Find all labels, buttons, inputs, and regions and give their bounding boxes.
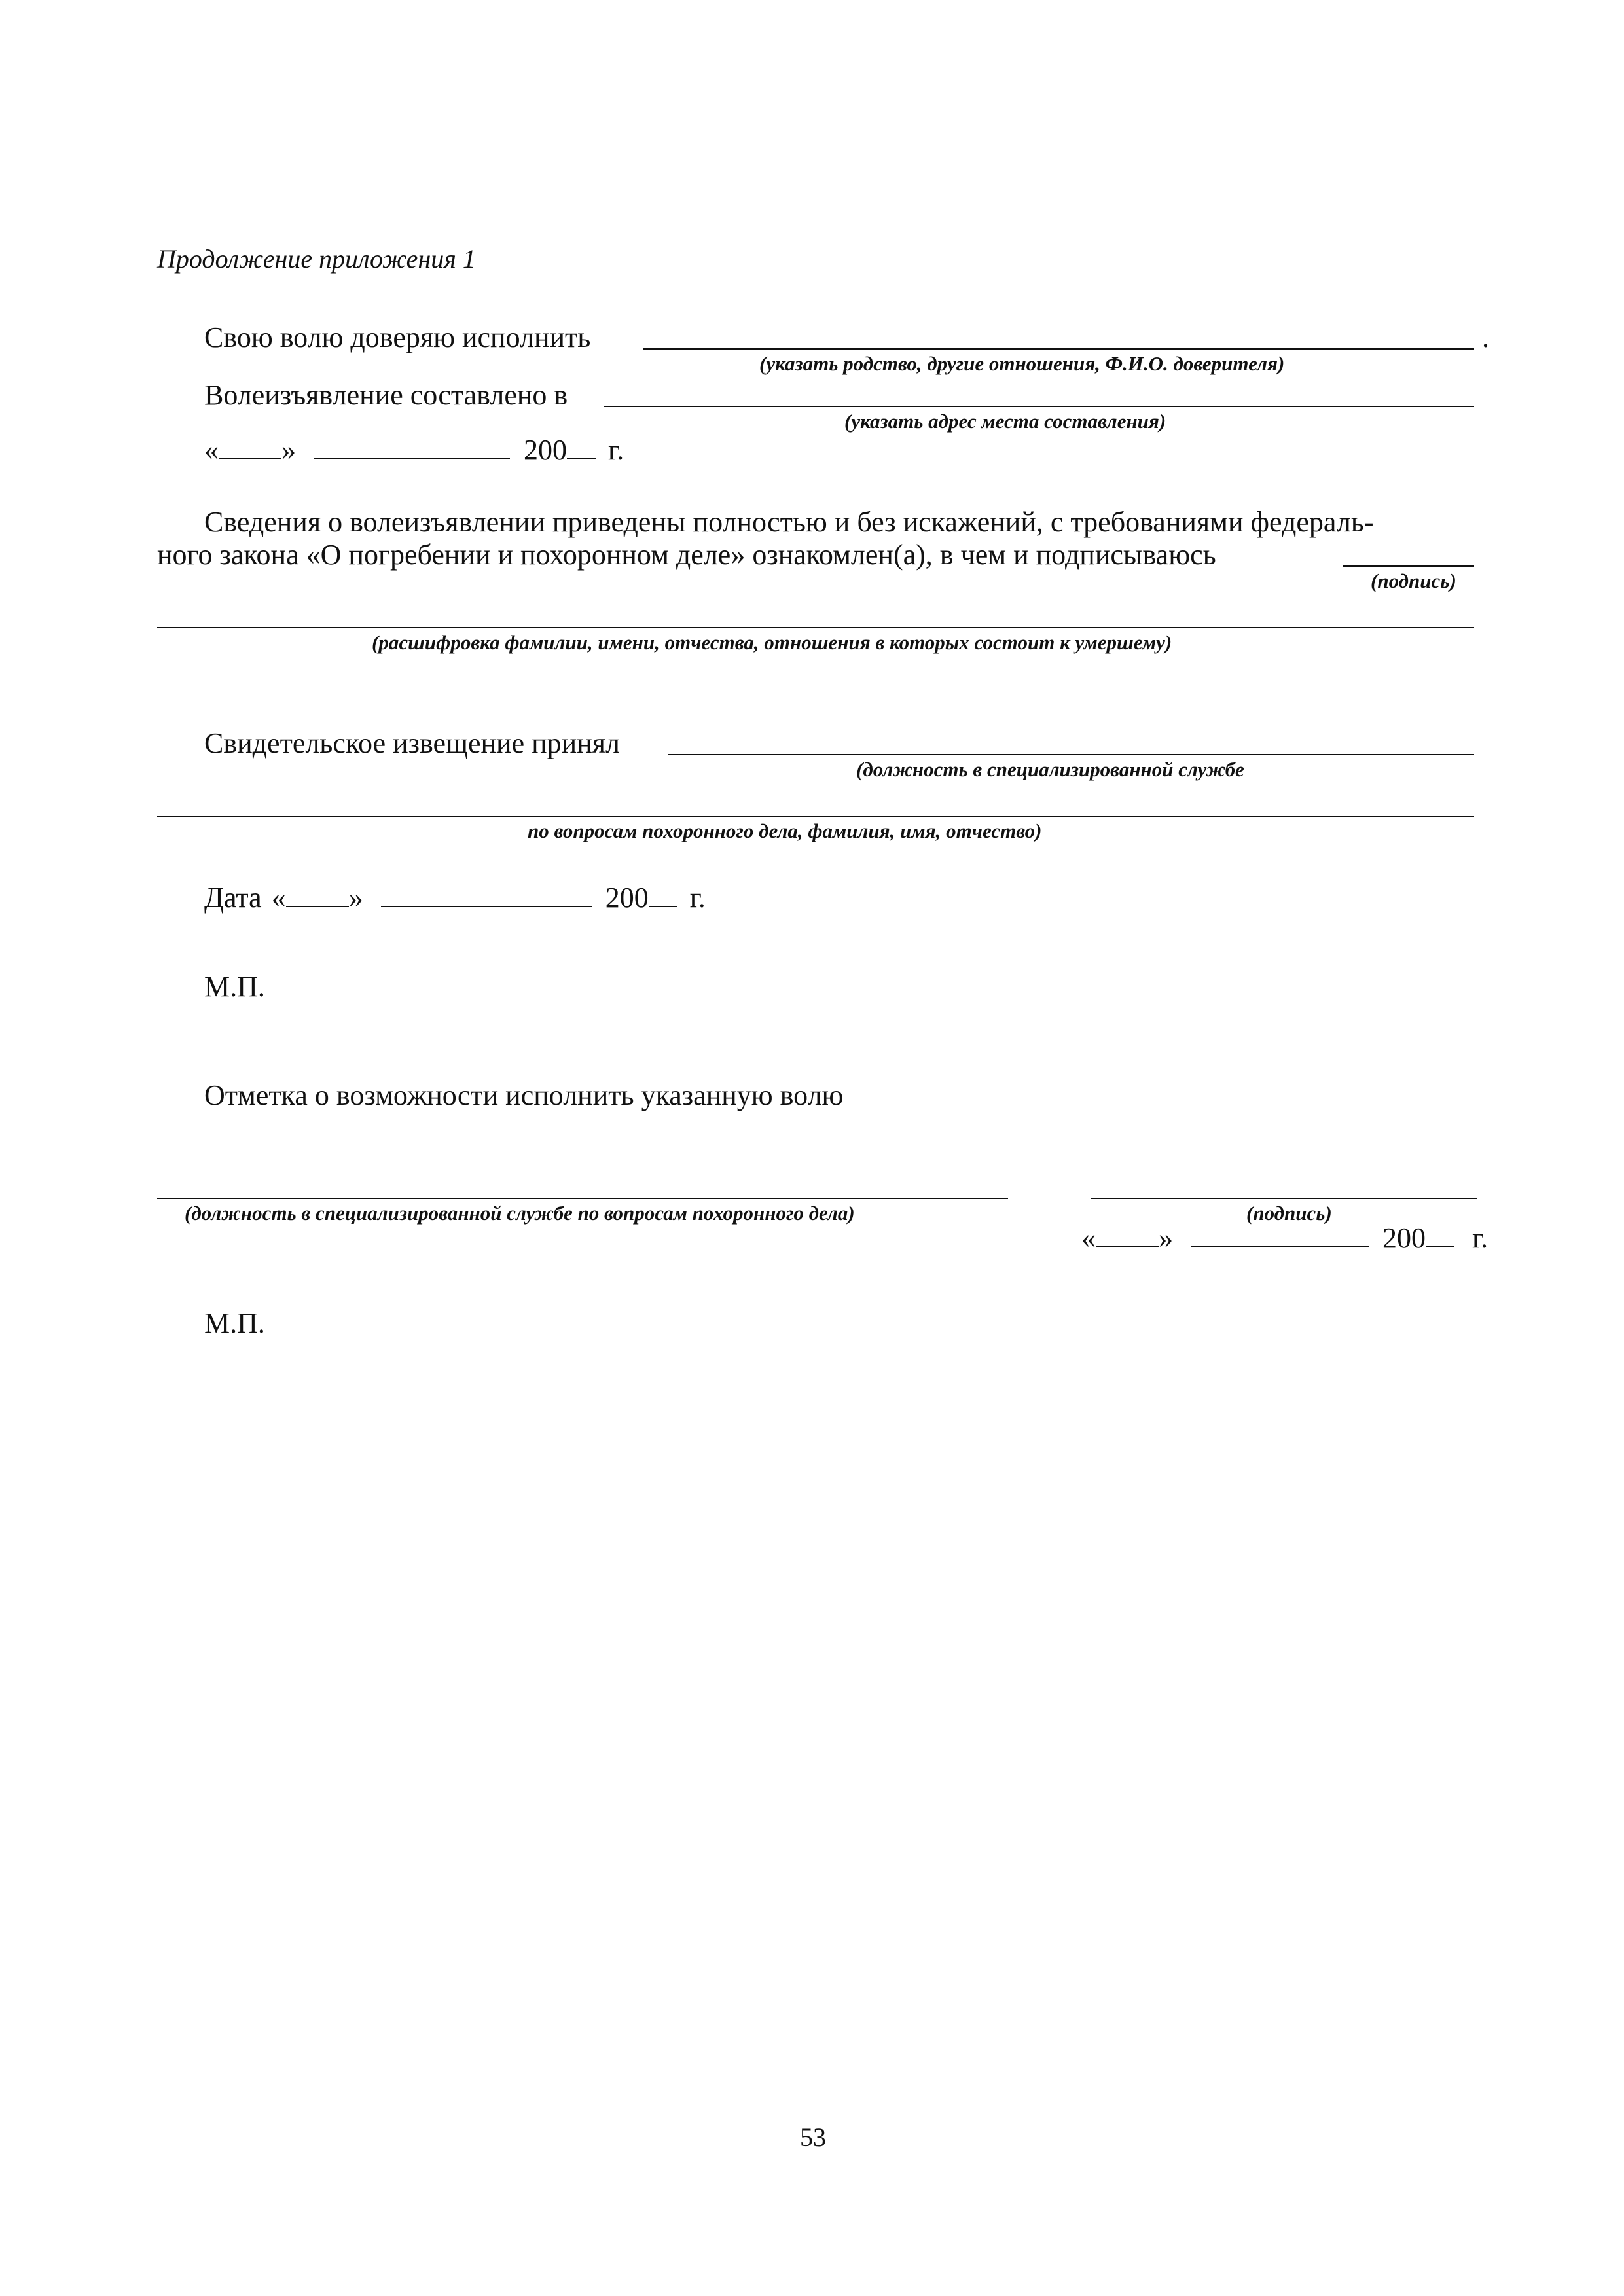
date-year-suffix: г.: [1472, 1222, 1489, 1254]
date-open-quote: «: [1081, 1222, 1096, 1254]
date-year-field[interactable]: [649, 882, 677, 907]
official-position-caption: (должность в специализированной службе по вопросам похоронного дела): [185, 1202, 855, 1225]
accepted-position-caption-part1: (должность в специализированной службе: [856, 758, 1244, 781]
declarant-decoding-caption: (расшифровка фамилии, имени, отчества, отношения в которых состоит к умершему): [372, 631, 1172, 654]
date-year-prefix: 200: [1382, 1222, 1426, 1254]
official-position-line[interactable]: [157, 1198, 1008, 1199]
compiled-place-caption: (указать адрес места составления): [844, 410, 1166, 433]
date-day-field[interactable]: [1096, 1223, 1159, 1247]
acceptance-date: [204, 881, 706, 915]
compiled-label: Волеизъявление составлено в: [204, 379, 568, 411]
compiled-date: [204, 433, 624, 467]
date-year-suffix: г.: [608, 434, 624, 466]
date-day-field[interactable]: [286, 882, 349, 907]
trust-end-dot: .: [1482, 321, 1489, 353]
date-year-prefix: 200: [524, 434, 567, 466]
statement-line-2: ного закона «О погребении и похоронном деле» ознакомлен(а), в чем и подписываюсь: [157, 539, 1216, 571]
continuation-header: Продолжение приложения 1: [157, 244, 476, 274]
date-open-quote: «: [204, 434, 219, 466]
date-year-suffix: г.: [689, 882, 706, 914]
accepted-by-name-line[interactable]: [157, 816, 1474, 817]
accepted-by-field-line[interactable]: [668, 754, 1474, 755]
date-month-field[interactable]: [314, 435, 510, 459]
date-year-field[interactable]: [567, 435, 596, 459]
statement-line-1: Сведения о волеизъявлении приведены полностью и без искажений, с требованиями федераль-: [204, 506, 1374, 538]
official-signature-caption: (подпись): [1246, 1202, 1332, 1225]
declarant-decoding-line[interactable]: [157, 627, 1474, 628]
date-close-quote: »: [281, 434, 296, 466]
accepted-position-caption-part2: по вопросам похоронного дела, фамилия, имя, отчество): [528, 819, 1042, 842]
mark-label: Отметка о возможности исполнить указанную волю: [204, 1079, 844, 1111]
accepted-label: Свидетельское извещение принял: [204, 727, 620, 759]
trust-label: Свою волю доверяю исполнить: [204, 321, 591, 353]
date-year-prefix: 200: [605, 882, 649, 914]
date-day-field[interactable]: [219, 435, 281, 459]
date-month-field[interactable]: [381, 882, 592, 907]
date-label: Дата: [204, 882, 262, 914]
compiled-place-field-line[interactable]: [604, 406, 1474, 407]
stamp-place-2: М.П.: [204, 1307, 265, 1339]
declarant-signature-line[interactable]: [1343, 565, 1474, 567]
date-close-quote: »: [1159, 1222, 1173, 1254]
page-number: 53: [800, 2123, 826, 2152]
date-close-quote: »: [348, 882, 363, 914]
stamp-place-1: М.П.: [204, 971, 265, 1003]
date-open-quote: «: [271, 882, 286, 914]
trustee-caption: (указать родство, другие отношения, Ф.И.О. доверителя): [759, 352, 1285, 375]
date-year-field[interactable]: [1426, 1223, 1454, 1247]
official-date: [1081, 1221, 1488, 1255]
official-signature-line[interactable]: [1091, 1198, 1477, 1199]
trustee-field-line[interactable]: [643, 348, 1474, 350]
date-month-field[interactable]: [1191, 1223, 1369, 1247]
declarant-signature-caption: (подпись): [1371, 569, 1456, 592]
